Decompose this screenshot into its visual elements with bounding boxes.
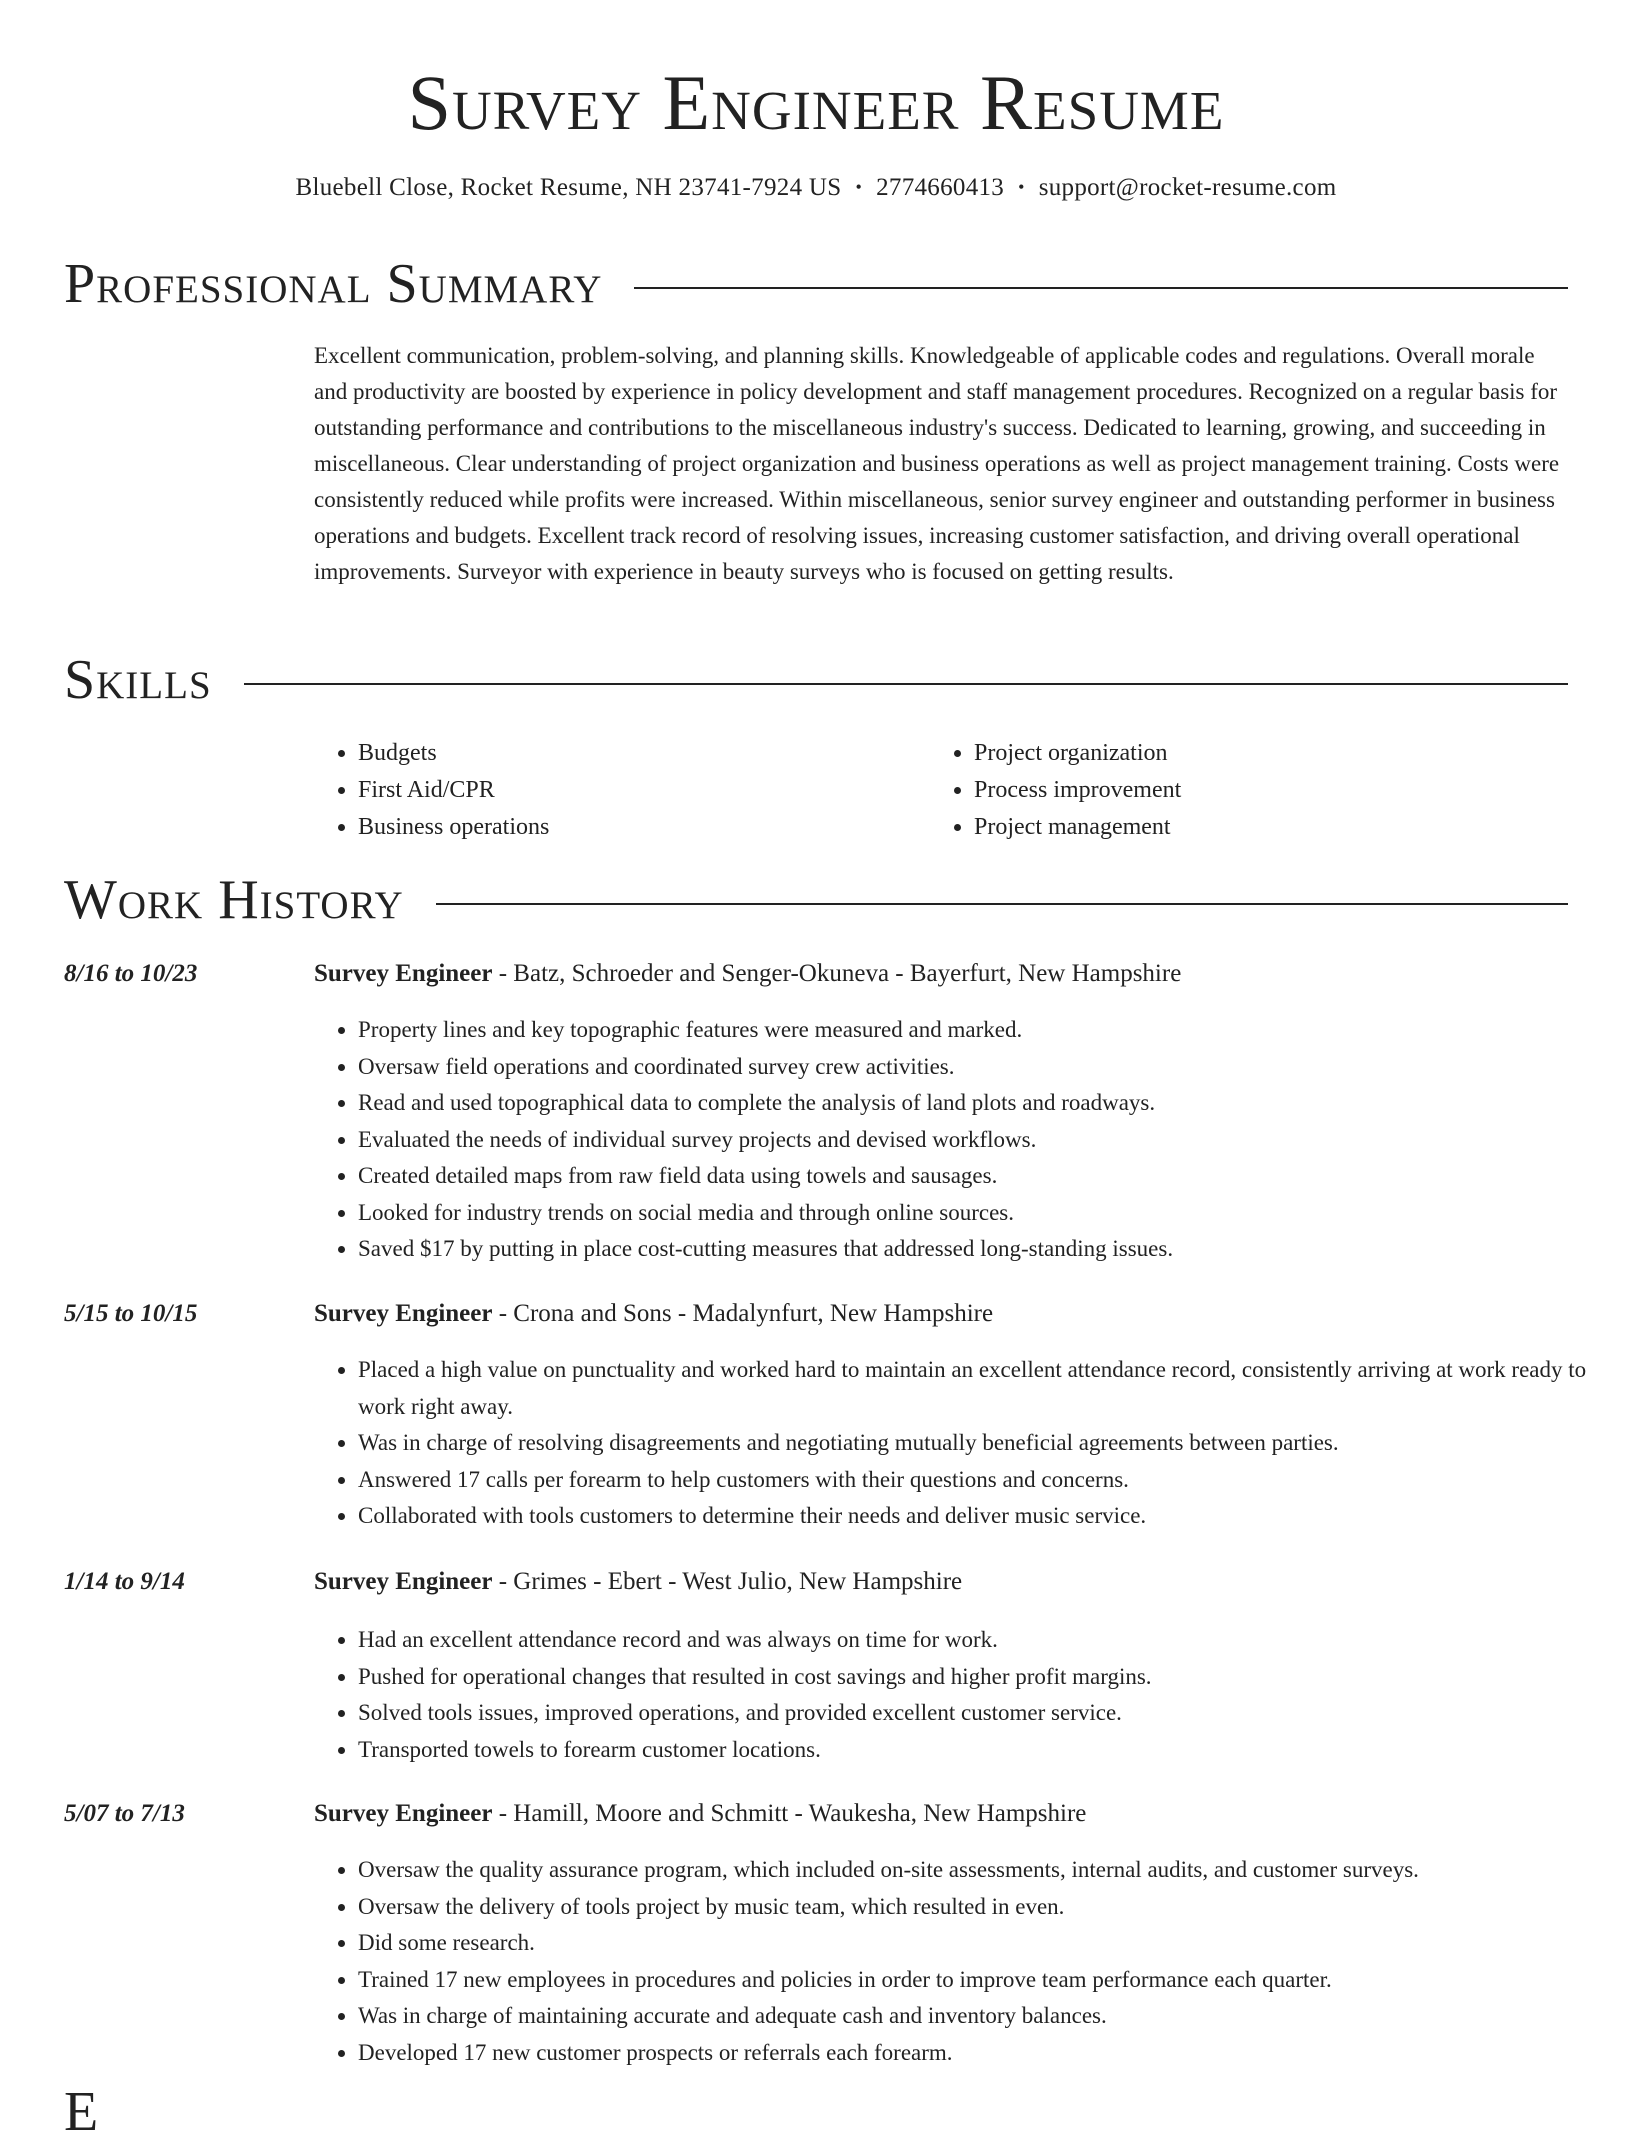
job-bullet: • Collaborated with tools customers to determine their needs and deliver music service. [358,1498,1612,1535]
job-bullet: • Property lines and key topographic features were measured and marked. [358,1012,1612,1049]
job-role: Survey Engineer [314,1800,493,1827]
job-heading [314,960,1181,988]
job-bullet: • Did some research. [358,1925,1612,1962]
job-dates: 8/16 to 10/23 [64,960,198,987]
summary-section-title: Professional Summary [64,253,603,315]
page-title: Survey Engineer Resume [407,59,1225,146]
job-bullet: • Oversaw the delivery of tools project by music team, which resulted in even. [358,1889,1612,1926]
skill-item: • Budgets [358,735,549,772]
contact-email[interactable]: support@rocket-resume.com [1038,174,1337,201]
job-bullet: • Created detailed maps from raw field data using towels and sausages. [358,1158,1612,1195]
job-bullet: • Read and used topographical data to complete the analysis of land plots and roadways. [358,1085,1612,1122]
job-bullet: • Developed 17 new customer prospects or referrals each forearm. [358,2035,1612,2072]
job-bullet: • Placed a high value on punctuality and worked hard to maintain an excellent attendance record, consistently arriving at work ready to work right away. [358,1352,1612,1425]
job-bullet: • Evaluated the needs of individual survey projects and devised workflows. [358,1122,1612,1159]
job-bullets [314,1352,1612,1535]
job-bullet: • Had an excellent attendance record and was always on time for work. [358,1622,1612,1659]
job-dates: 5/07 to 7/13 [64,1800,185,1827]
contact-address: Bluebell Close, Rocket Resume, NH 23741-7924 US [295,174,842,201]
skills-section-header [64,648,1568,712]
job-bullets [314,1012,1612,1268]
job-heading [314,1300,993,1328]
section-divider [244,683,1568,685]
job-employer: - Crona and Sons - Madalynfurt, New Hampshire [492,1300,994,1327]
contact-separator: • [1018,177,1025,197]
skills-list-right [930,735,1181,846]
summary-text: Excellent communication, problem-solving, and planning skills. Knowledgeable of applicable codes and regulations. Overall morale and productivity are boosted by experience in policy development and staff management procedures. Recognized on a regular basis for outstanding performance and contributions to the miscellaneous industry's success. Dedicated to learning, growing, and succeeding in miscellaneous. Clear understanding of project organization and business operations as well as project management training. Costs were consistently reduced while profits were increased. Within miscellaneous, senior survey engineer and outstanding performer in business operations and budgets. Excellent track record of resolving issues, increasing customer satisfaction, and driving overall operational improvements. Surveyor with experience in beauty surveys who is focused on getting results. [314,343,1560,584]
job-bullet: • Transported towels to forearm customer locations. [358,1732,1612,1769]
skill-item: • Project organization [974,735,1181,772]
work-section-title: Work History [64,869,404,931]
job-bullet: • Answered 17 calls per forearm to help customers with their questions and concerns. [358,1462,1612,1499]
next-section-title-partial: E [64,2081,99,2143]
job-dates: 5/15 to 10/15 [64,1300,198,1327]
job-employer: - Grimes - Ebert - West Julio, New Hampshire [492,1568,963,1595]
skills-list-left [314,735,549,846]
job-bullet: • Oversaw the quality assurance program, which included on-site assessments, internal audits, and customer surveys. [358,1852,1612,1889]
skill-item: • Process improvement [974,772,1181,809]
job-bullet: • Solved tools issues, improved operations, and provided excellent customer service. [358,1695,1612,1732]
summary-section-header [64,252,1568,316]
contact-phone: 2774660413 [876,174,1005,201]
job-bullet: • Was in charge of resolving disagreements and negotiating mutually beneficial agreements between parties. [358,1425,1612,1462]
section-divider [436,903,1568,905]
job-dates: 1/14 to 9/14 [64,1568,185,1595]
job-role: Survey Engineer [314,1300,493,1327]
job-bullet: • Oversaw field operations and coordinated survey crew activities. [358,1049,1612,1086]
skill-item: • Business operations [358,809,549,846]
job-heading [314,1568,962,1596]
job-bullet: • Was in charge of maintaining accurate and adequate cash and inventory balances. [358,1998,1612,2035]
skill-item: • First Aid/CPR [358,772,549,809]
contact-line [0,174,1632,202]
job-role: Survey Engineer [314,1568,493,1595]
section-divider [634,287,1568,289]
job-bullets [314,1622,1612,1768]
skill-item: • Project management [974,809,1181,846]
job-employer: - Hamill, Moore and Schmitt - Waukesha, New Hampshire [492,1800,1087,1827]
job-bullet: • Saved $17 by putting in place cost-cutting measures that addressed long-standing issues. [358,1231,1612,1268]
contact-separator: • [855,177,863,197]
work-section-header [64,868,1568,932]
job-heading [314,1800,1086,1828]
skills-section-title: Skills [64,649,212,711]
job-bullet: • Pushed for operational changes that resulted in cost savings and higher profit margins. [358,1659,1612,1696]
job-bullet: • Looked for industry trends on social media and through online sources. [358,1195,1612,1232]
job-bullets [314,1852,1612,2071]
job-bullet: • Trained 17 new employees in procedures and policies in order to improve team performance each quarter. [358,1962,1612,1999]
job-employer: - Batz, Schroeder and Senger-Okuneva - Bayerfurt, New Hampshire [492,960,1182,987]
job-role: Survey Engineer [314,960,493,987]
